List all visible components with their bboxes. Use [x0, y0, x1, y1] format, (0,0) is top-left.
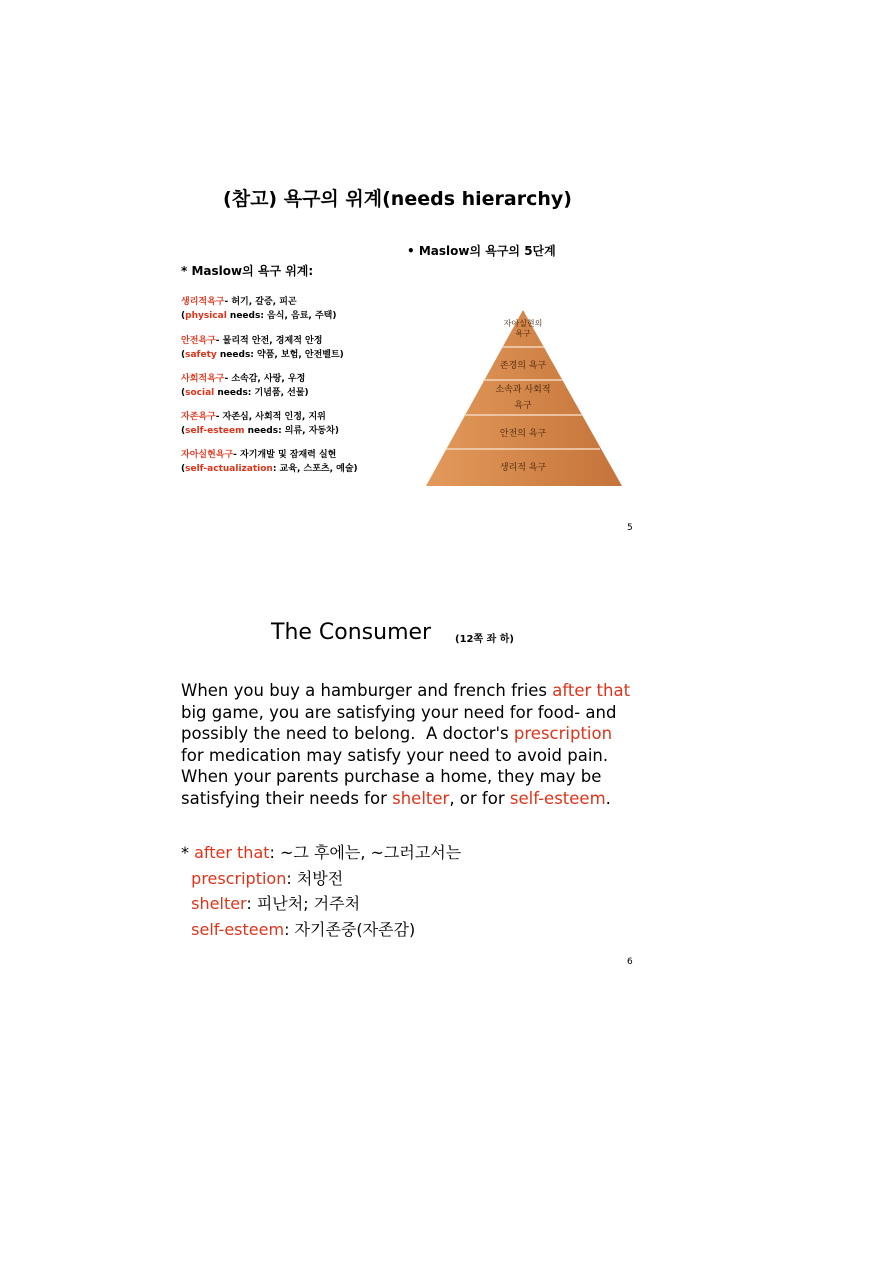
need-item-physical: 생리적욕구- 허기, 갈증, 피곤 (physical needs: 음식, 음료, 주택) — [181, 297, 337, 321]
text-segment — [181, 869, 191, 888]
highlighted-term: self-esteem — [191, 919, 285, 939]
text-segment — [181, 894, 191, 913]
paragraph-line — [181, 766, 651, 788]
pyramid-level-physiological: 생리적 욕구 — [499, 463, 547, 473]
text-segment: for medication may satisfy your need to avoid pain. — [181, 745, 609, 765]
highlighted-term: prescription — [191, 868, 287, 888]
pyramid-level-esteem: 존경의 욕구 — [499, 361, 547, 371]
vocabulary-list — [181, 840, 461, 942]
highlighted-term: after that — [552, 681, 631, 700]
paragraph-line — [181, 745, 651, 767]
pyramid-level-safety: 안전의 욕구 — [499, 429, 547, 439]
text-segment: : 처방전 — [286, 868, 344, 888]
text-segment: : 피난처; 거주처 — [246, 894, 361, 913]
text-segment: satisfying their needs for — [181, 788, 393, 808]
slide5-title: (참고) 욕구의 위계(needs hierarchy) — [223, 188, 572, 210]
consumer-paragraph — [181, 680, 651, 810]
need-item-safety: 안전욕구- 물리적 안전, 경제적 안정 (safety needs: 약품, 보험, 안전벨트) — [181, 336, 344, 360]
pyramid-level-belonging: 소속과 사회적 욕구 — [495, 385, 551, 411]
vocabulary-item — [181, 891, 461, 917]
maslow-five-stages-heading: • Maslow의 욕구의 5단계 — [407, 244, 556, 258]
text-segment: big game, you are satisfying your need for food- and — [181, 702, 617, 722]
slide6-subtitle: (12쪽 좌 하) — [455, 634, 514, 645]
highlighted-term: after that — [194, 843, 270, 862]
text-segment: * — [181, 843, 195, 862]
maslow-hierarchy-heading: * Maslow의 욕구 위계: — [181, 264, 314, 278]
text-segment: : ~그 후에는, ~그러고서는 — [269, 843, 462, 862]
paragraph-line — [181, 788, 651, 810]
need-item-self-esteem: 자존욕구- 자존심, 사회적 인정, 지위 (self-esteem needs: 의류, 자동차) — [181, 412, 339, 436]
vocabulary-item — [181, 840, 461, 866]
need-item-social: 사회적욕구- 소속감, 사랑, 우정 (social needs: 기념품, 선물) — [181, 374, 309, 398]
text-segment: When your parents purchase a home, they may be — [181, 767, 602, 787]
pyramid-level-self-actualization — [493, 319, 553, 339]
highlighted-term: prescription — [513, 724, 613, 744]
text-segment — [181, 920, 191, 939]
text-segment: , or for — [449, 788, 510, 808]
vocabulary-item — [181, 866, 461, 892]
paragraph-line — [181, 680, 651, 702]
need-item-self-actualization: 자아실현욕구- 자기개발 및 잠재력 실현 (self-actualization: 교육, 스포츠, 예술) — [181, 450, 358, 474]
paragraph-line — [181, 723, 651, 745]
pyramid-level-label: 자아실현의 욕구 — [503, 319, 543, 338]
highlighted-term: shelter — [191, 894, 247, 913]
page-number: 5 — [627, 523, 633, 533]
text-segment: possibly the need to belong. A doctor's — [181, 724, 514, 744]
highlighted-term: self-esteem — [509, 788, 606, 808]
text-segment: When you buy a hamburger and french fries — [181, 681, 553, 700]
text-segment: . — [605, 788, 611, 808]
page-number: 6 — [627, 957, 633, 967]
highlighted-term: shelter — [392, 788, 450, 808]
text-segment: : 자기존중(자존감) — [284, 919, 416, 939]
vocabulary-item — [181, 917, 461, 943]
slide6-title: The Consumer — [271, 620, 432, 645]
paragraph-line — [181, 702, 651, 724]
